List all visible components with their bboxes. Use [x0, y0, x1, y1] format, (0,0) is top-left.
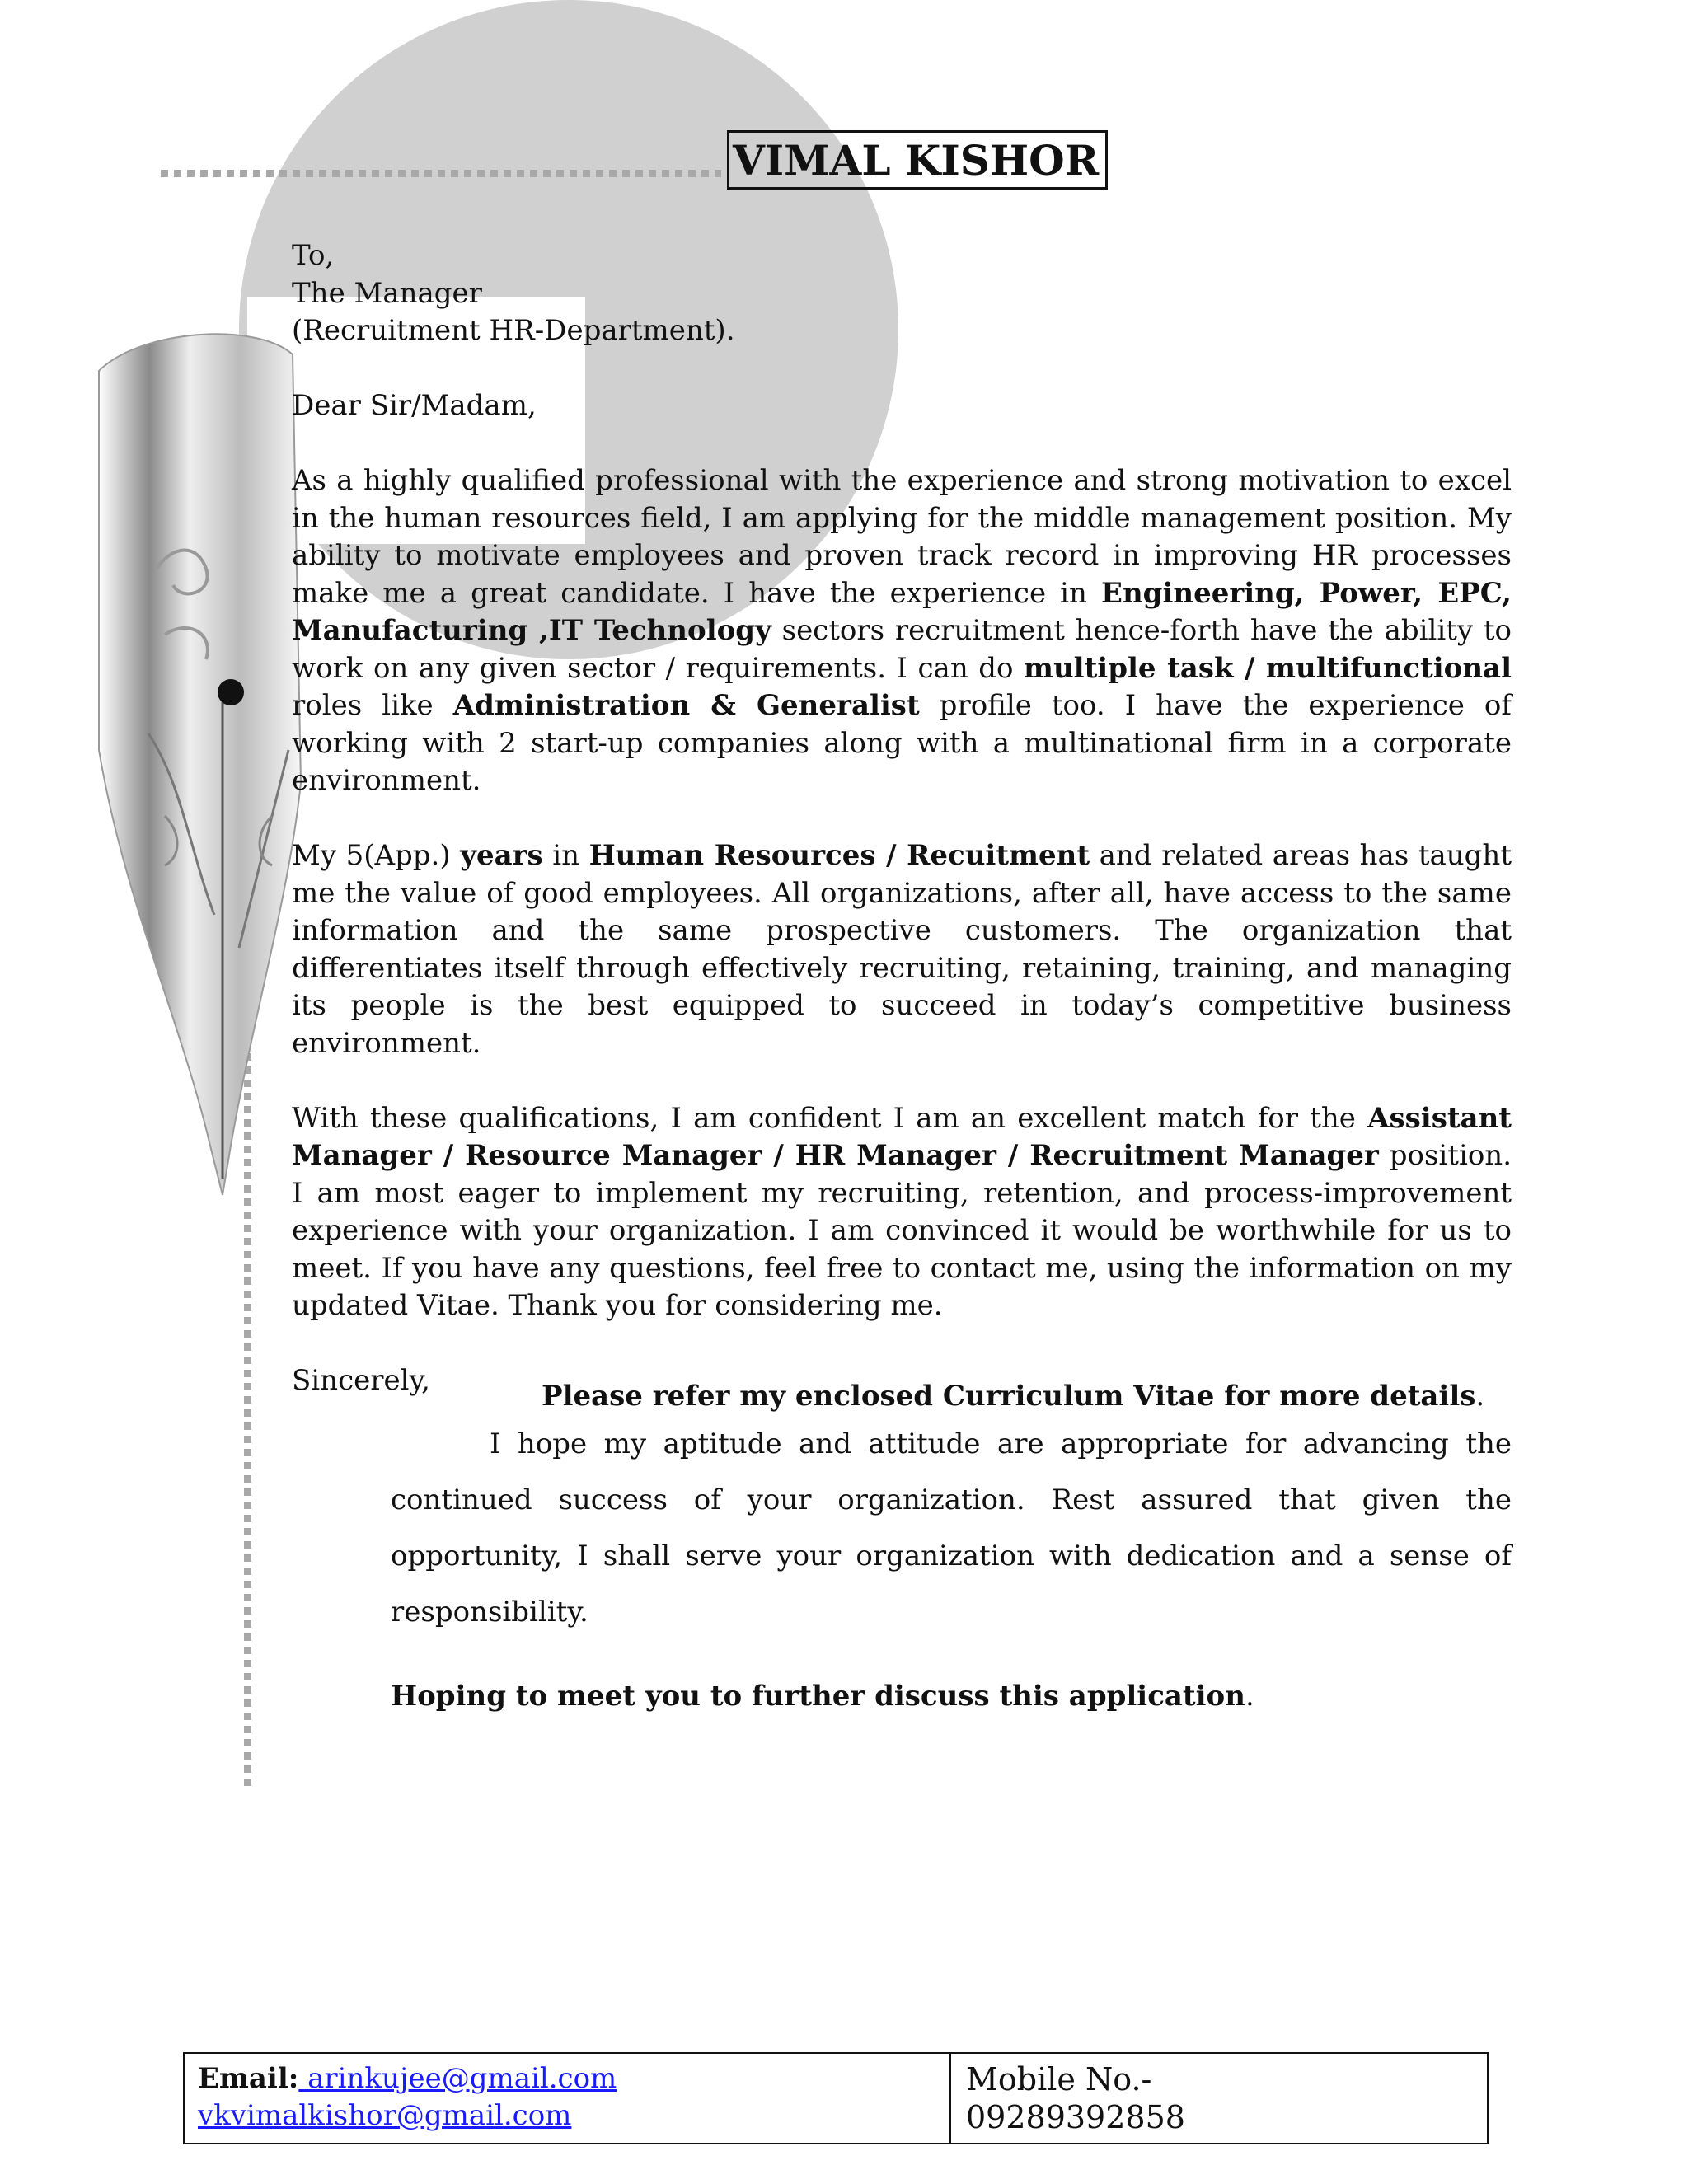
paragraph-text: sectors recruitment hence-forth have the ability to work on any given sector / requirements. I can do	[292, 614, 1512, 685]
dotted-rule-horizontal	[161, 170, 721, 177]
contact-email-cell	[185, 2054, 951, 2143]
paragraph-emphasis: Administration & Generalist	[452, 689, 920, 722]
mobile-label: Mobile No.-	[966, 2061, 1152, 2097]
paragraph-emphasis: multiple task / multifunctional	[1023, 651, 1512, 685]
paragraph-experience	[292, 837, 1512, 1062]
paragraph-text: position. I am most eager to implement my recruiting, retention, and process-improvement experience with your organization. I am convinced it would be worthwhile for us to meet. If you have any questions, feel free to contact me, using the information on my updated Vitae. Thank you for considering me.	[292, 1139, 1512, 1322]
punctuation: .	[1245, 1680, 1254, 1713]
paragraph-text: profile too. I have the experience of working with 2 start-up companies along with a multinational firm in a corporate environment.	[292, 689, 1512, 797]
paragraph-hope: I hope my aptitude and attitude are appropriate for advancing the continued success of your organization. Rest assured that given the opportunity, I shall serve your organization with dedication and a sense of responsibility.	[391, 1427, 1512, 1629]
email-label: Email:	[198, 2062, 299, 2095]
recipient-line: (Recruitment HR-Department).	[292, 314, 735, 347]
contact-table	[183, 2052, 1489, 2144]
mobile-number: 09289392858	[966, 2099, 1185, 2135]
paragraph-emphasis: Human Resources / Recuitment	[588, 839, 1090, 872]
cv-reference-note	[542, 1378, 1484, 1415]
recipient-line: The Manager	[292, 276, 482, 310]
paragraph-text: roles like	[292, 689, 453, 722]
fountain-pen-nib-icon	[66, 321, 305, 1212]
closing: Sincerely,	[292, 1364, 430, 1397]
paragraph-text: and related areas has taught me the value of good employees. All organizations, after all, have access to the same information and the same prospective customers. The organization that differentiates itself through effectively recruiting, retaining, training, and managing its people is the best equipped to succeed in today’s competitive business environment.	[292, 839, 1512, 1060]
paragraph-text: With these qualifications, I am confident I am an excellent match for the	[292, 1101, 1368, 1135]
paragraph-text: As a highly qualified professional with the experience and strong motivation to excel in the human resources field, I am applying for the middle management position. My ability to motivate employees and proven track record in improving HR processes make me a great candidate. I have the experience in	[292, 464, 1512, 610]
letter-body	[292, 237, 1512, 1400]
email-link-primary[interactable]: arinkujee@gmail.com	[298, 2062, 617, 2095]
paragraph-qualifications	[292, 1100, 1512, 1325]
cv-reference-text: Please refer my enclosed Curriculum Vitae for more details	[542, 1380, 1476, 1413]
applicant-name: VIMAL KISHOR	[727, 130, 1108, 190]
punctuation: .	[1475, 1380, 1485, 1413]
paragraph-emphasis: Engineering, Power, EPC, Manufacturing ,IT Technology	[292, 576, 1512, 647]
paragraph-text: My 5(App.)	[292, 839, 461, 872]
paragraph-emphasis: Assistant Manager / Resource Manager / HR Manager / Recruitment Manager	[292, 1101, 1512, 1172]
greeting: Dear Sir/Madam,	[292, 389, 537, 422]
paragraph-text: in	[542, 839, 589, 872]
recipient-line: To,	[292, 239, 335, 272]
email-link-secondary[interactable]: vkvimalkishor@gmail.com	[198, 2099, 572, 2132]
paragraph-emphasis: years	[460, 839, 543, 872]
contact-mobile-cell	[953, 2054, 1485, 2143]
paragraph-intro	[292, 462, 1512, 800]
closing-note	[391, 1678, 1254, 1715]
closing-note-text: Hoping to meet you to further discuss this application	[391, 1680, 1245, 1713]
